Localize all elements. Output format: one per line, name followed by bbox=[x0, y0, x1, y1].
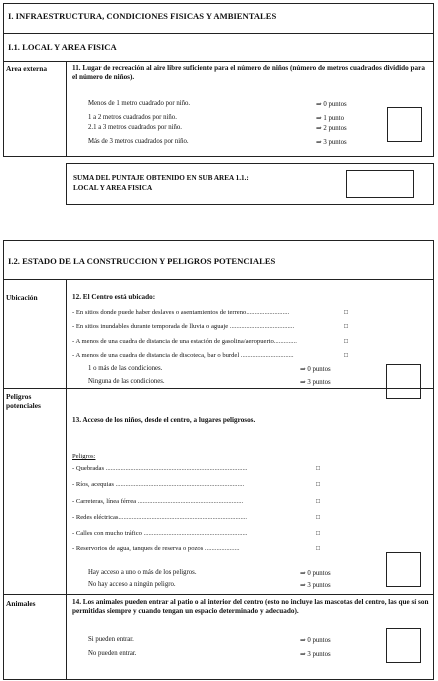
question-12: 12. El Centro está ubicado: bbox=[72, 293, 156, 301]
column-divider bbox=[66, 279, 67, 680]
option-points: ⇒ 3 puntos bbox=[300, 651, 331, 658]
condition-item: - A menos de una cuadra de distancia de una estación de gasolina/aeropuerto.............. bbox=[72, 338, 297, 345]
subsection-title: I.1. LOCAL Y AREA FISICA bbox=[8, 42, 117, 52]
option-text: 2.1 a 3 metros cuadrados por niño. bbox=[88, 124, 183, 131]
score-box-q11[interactable] bbox=[387, 107, 422, 142]
suma-score-box[interactable] bbox=[346, 170, 414, 198]
option-points: ⇒ 0 puntos bbox=[300, 366, 331, 373]
option-text: Menos de 1 metro cuadrado por niño. bbox=[88, 100, 191, 107]
checkbox[interactable]: □ bbox=[344, 352, 348, 359]
divider bbox=[3, 279, 434, 280]
option-points: ⇒ 3 puntos bbox=[300, 379, 331, 386]
question-14: 14. Los animales pueden entrar al patio o al interior del centro (esto no incluye las mascotas del centro, las que sí son permitidas siempre y cuando tengan un espacio determinado y adecuado). bbox=[72, 598, 429, 615]
checkbox[interactable]: □ bbox=[316, 481, 320, 488]
option-text: Más de 3 metros cuadrados por niño. bbox=[88, 138, 189, 145]
checkbox[interactable]: □ bbox=[344, 323, 348, 330]
hazard-item: - Reservorios de agua, tanques de reserva o pozos ..................... bbox=[72, 545, 240, 552]
option-points: ⇒ 3 puntos bbox=[316, 139, 347, 146]
checkbox[interactable]: □ bbox=[316, 498, 320, 505]
option-points: ⇒ 2 puntos bbox=[316, 125, 347, 132]
column-divider bbox=[66, 61, 67, 157]
checkbox[interactable]: □ bbox=[316, 465, 320, 472]
checkbox[interactable]: □ bbox=[316, 545, 320, 552]
divider bbox=[3, 388, 434, 389]
score-box-q13[interactable] bbox=[386, 552, 421, 587]
hazard-item: - Redes eléctricas.............................................................................. bbox=[72, 514, 248, 521]
divider bbox=[3, 61, 434, 62]
suma-line-1: SUMA DEL PUNTAJE OBTENIDO EN SUB AREA 1.1.: bbox=[73, 174, 249, 182]
option-points: ⇒ 0 puntos bbox=[316, 101, 347, 108]
section-title: I. INFRAESTRUCTURA, CONDICIONES FISICAS Y AMBIENTALES bbox=[8, 11, 277, 21]
checkbox[interactable]: □ bbox=[316, 514, 320, 521]
subsection-title: I.2. ESTADO DE LA CONSTRUCCION Y PELIGROS POTENCIALES bbox=[8, 256, 276, 266]
option-points: ⇒ 0 puntos bbox=[300, 637, 331, 644]
option-text: No pueden entrar. bbox=[88, 650, 137, 657]
question-11: 11. Lugar de recreación al aire libre suficiente para el número de niños (número de metros cuadrados dividido para el número de niños). bbox=[72, 64, 425, 81]
option-text: Hay acceso a uno o más de los peligros. bbox=[88, 569, 197, 576]
hazard-item: - Ríos, acequias .............................................................................. bbox=[72, 481, 245, 488]
hazard-item: - Quebradas ...................................................................................... bbox=[72, 465, 248, 472]
checkbox[interactable]: □ bbox=[344, 338, 348, 345]
option-text: 1 a 2 metros cuadrados por niño. bbox=[88, 114, 177, 121]
checkbox[interactable]: □ bbox=[316, 530, 320, 537]
option-points: ⇒ 3 puntos bbox=[300, 582, 331, 589]
question-13: 13. Acceso de los niños, desde el centro, a lugares peligrosos. bbox=[72, 416, 256, 424]
hazard-item: - Calles con mucho tráfico ............................................................... bbox=[72, 530, 248, 537]
option-text: No hay acceso a ningún peligro. bbox=[88, 581, 176, 588]
condition-item: - A menos de una cuadra de distancia de discoteca, bar o burdel ................................ bbox=[72, 352, 294, 359]
condition-item: - En sitios donde puede haber deslaves o asentamientos de terreno.......................... bbox=[72, 309, 290, 316]
option-points: ⇒ 1 punto bbox=[316, 115, 344, 122]
option-text: Si pueden entrar. bbox=[88, 636, 134, 643]
option-text: Ninguna de las condiciones. bbox=[88, 378, 165, 385]
peligros-heading: Peligros: bbox=[72, 453, 96, 460]
row-label-animales: Animales bbox=[6, 599, 36, 608]
checkbox[interactable]: □ bbox=[344, 309, 348, 316]
hazard-item: - Carreteras, línea férrea ................................................................ bbox=[72, 498, 244, 505]
option-points: ⇒ 0 puntos bbox=[300, 570, 331, 577]
divider bbox=[3, 33, 434, 34]
option-text: 1 o más de las condiciones. bbox=[88, 365, 163, 372]
row-label-potenciales: potenciales bbox=[6, 401, 41, 410]
row-label-area-externa: Area externa bbox=[6, 64, 48, 73]
score-box-q14[interactable] bbox=[386, 628, 421, 663]
divider bbox=[3, 594, 434, 595]
suma-line-2: LOCAL Y AREA FISICA bbox=[73, 184, 153, 192]
row-label-ubicacion: Ubicación bbox=[6, 293, 38, 302]
condition-item: - En sitios inundables durante temporada de lluvia o aguaje ....................................... bbox=[72, 323, 295, 330]
row-label-peligros: Peligros bbox=[6, 392, 32, 401]
score-box-q12[interactable] bbox=[386, 364, 421, 399]
